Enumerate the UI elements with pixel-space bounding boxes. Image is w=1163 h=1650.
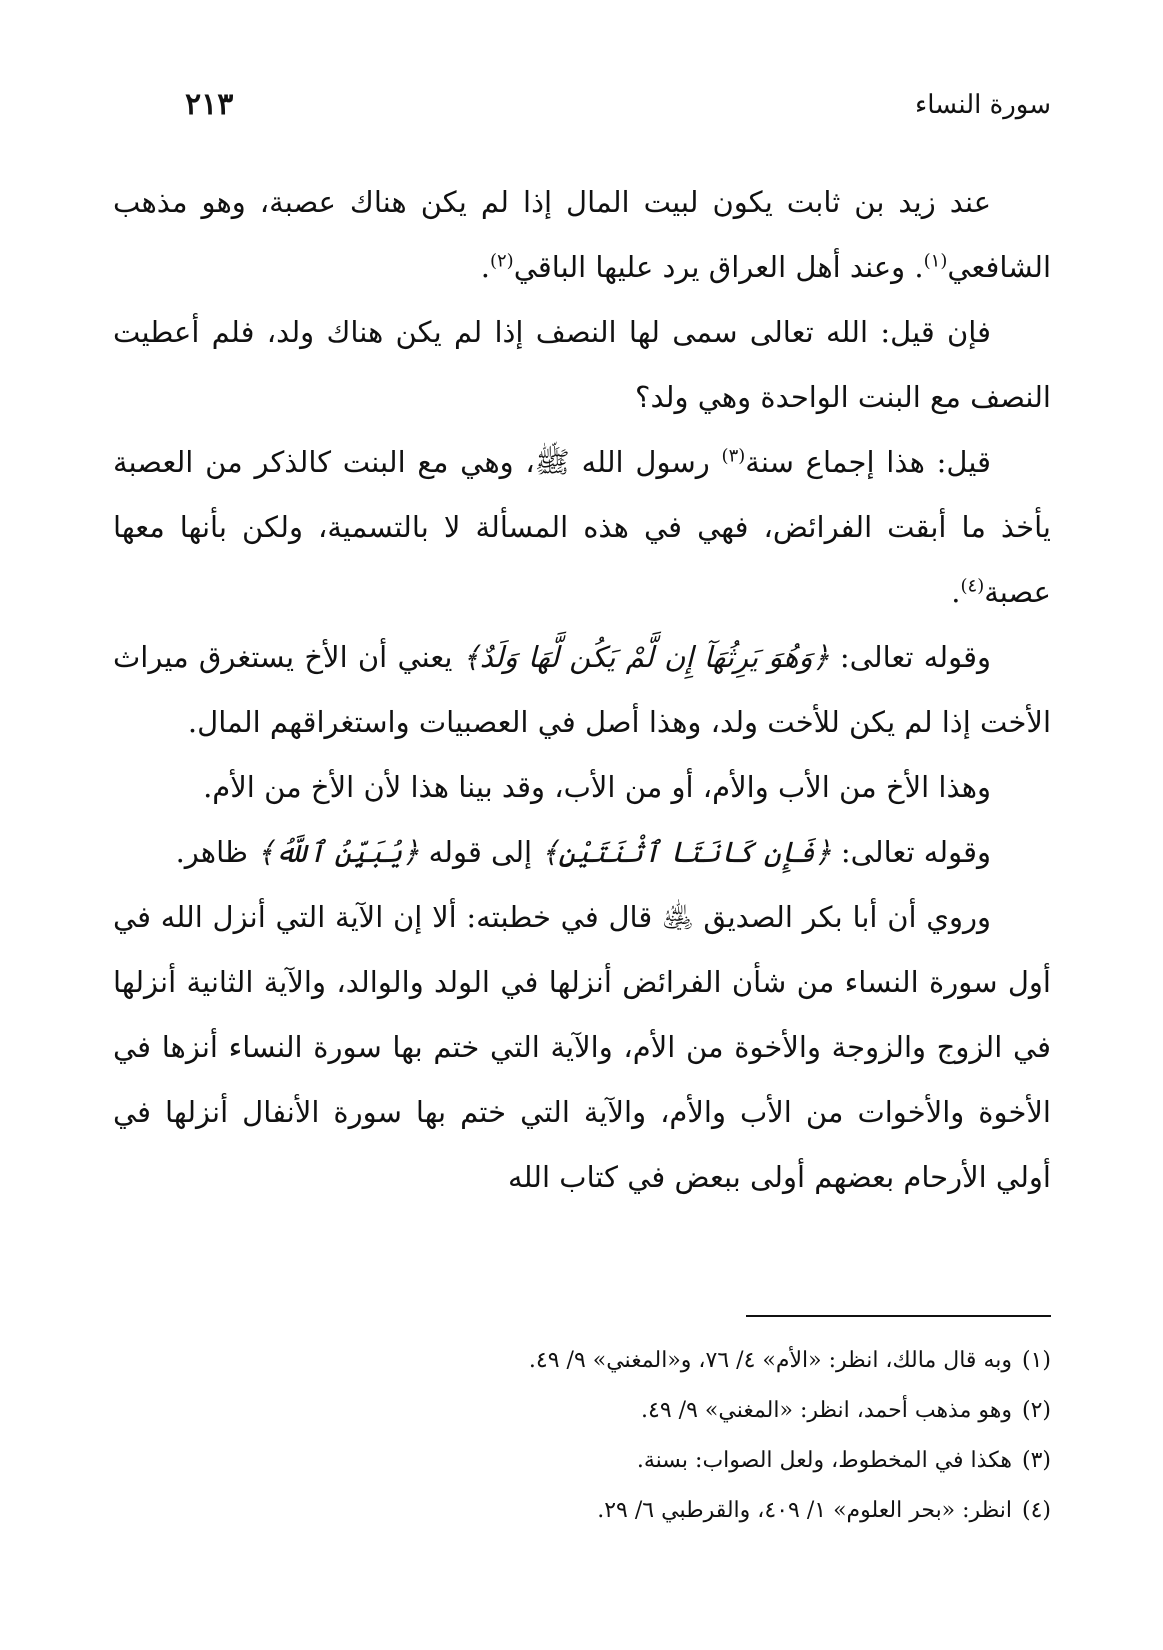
footnote-ref-3[interactable]: (٣) bbox=[721, 445, 746, 467]
footnote-number: (٢) bbox=[1021, 1398, 1051, 1423]
footnote-number: (١) bbox=[1021, 1348, 1051, 1373]
footnote-3 bbox=[151, 1436, 1051, 1486]
paragraph-6-text-c: ظاهر. bbox=[175, 835, 258, 869]
footnote-ref-4[interactable]: (٤) bbox=[960, 575, 985, 597]
footnote-text: وبه قال مالك، انظر: «الأم» ٤/ ٧٦، و«المغني» ٩/ ٤٩. bbox=[528, 1348, 1012, 1373]
paragraph-5: وهذا الأخ من الأب والأم، أو من الأب، وقد بينا هذا لأن الأخ من الأم. bbox=[203, 770, 991, 804]
paragraph-3-text-a: قيل: هذا إجماع سنة bbox=[745, 445, 991, 479]
paragraph-4 bbox=[113, 625, 1051, 755]
footnotes bbox=[151, 1336, 1051, 1536]
page-number: ٢١٣ bbox=[185, 87, 234, 122]
paragraph-6-text-a: وقوله تعالى: bbox=[831, 835, 991, 869]
paragraph-3-text-c: . bbox=[951, 575, 961, 609]
footnote-text: انظر: «بحر العلوم» ١/ ٤٠٩، والقرطبي ٦/ ٢٩. bbox=[597, 1498, 1012, 1523]
running-header-title: سورة النساء bbox=[915, 90, 1051, 120]
footnote-2 bbox=[151, 1386, 1051, 1436]
quran-verse-3: ﴿يُبَيِّنُ ٱللَّهُ﴾ bbox=[257, 835, 420, 869]
paragraph-2: فإن قيل: الله تعالى سمى لها النصف إذا لم يكن هناك ولد، فلم أعطيت النصف مع البنت الواحدة وهي ولد؟ bbox=[113, 315, 1051, 414]
paragraph-4-text-b: يعني أن الأخ يستغرق ميراث الأخت إذا لم يكن للأخت ولد، وهذا أصل في العصبيات واستغراقهم المال. bbox=[113, 640, 1051, 739]
footnote-text: هكذا في المخطوط، ولعل الصواب: بسنة. bbox=[636, 1448, 1012, 1473]
paragraph-4-text-a: وقوله تعالى: bbox=[829, 640, 991, 674]
paragraph-6 bbox=[113, 820, 1051, 885]
footnote-number: (٣) bbox=[1021, 1448, 1051, 1473]
footnote-divider bbox=[746, 1315, 1051, 1317]
paragraph-3-text-b: رسول الله ﷺ، وهي مع البنت كالذكر من العصبة يأخذ ما أبقت الفرائض، فهي في هذه المسألة لا بالتسمية، ولكن بأنها معها عصبة bbox=[113, 445, 1051, 609]
quran-verse-1: ﴿وَهُوَ يَرِثُهَآ إِن لَّمْ يَكُن لَّهَا وَلَدٌ﴾ bbox=[462, 640, 830, 674]
quran-verse-2: ﴿فَإِن كَانَتَا ٱثْنَتَيْنِ﴾ bbox=[541, 835, 832, 869]
footnote-number: (٤) bbox=[1021, 1498, 1051, 1523]
footnote-text: وهو مذهب أحمد، انظر: «المغني» ٩/ ٤٩. bbox=[641, 1398, 1012, 1423]
footnote-1 bbox=[151, 1336, 1051, 1386]
paragraph-6-text-b: إلى قوله bbox=[419, 835, 542, 869]
paragraph-1-text-c: . bbox=[480, 250, 490, 284]
paragraph-1-text-b: . وعند أهل العراق يرد عليها الباقي bbox=[513, 250, 924, 284]
footnote-4 bbox=[151, 1486, 1051, 1536]
paragraph-3 bbox=[113, 430, 1051, 625]
paragraph-7: وروي أن أبا بكر الصديق ﵁ قال في خطبته: ألا إن الآية التي أنزل الله في أول سورة النساء من شأن الفرائض أنزلها في الولد والوالد، والآية الثانية أنزلها في الزوج والزوجة والأخوة من الأم، والآية التي ختم بها سورة النساء أنزها في الأخوة والأخوات من الأب والأم، والآية التي ختم بها سورة الأنفال أنزلها في أولي الأرحام بعضهم أولى ببعض في كتاب الله bbox=[113, 900, 1051, 1194]
footnote-ref-2[interactable]: (٢) bbox=[489, 250, 514, 272]
paragraph-1 bbox=[113, 170, 1051, 300]
paragraph-1-text-a: عند زيد بن ثابت يكون لبيت المال إذا لم يكن هناك عصبة، وهو مذهب الشافعي bbox=[113, 185, 1051, 284]
main-text bbox=[113, 170, 1051, 1210]
footnote-ref-1[interactable]: (١) bbox=[923, 250, 948, 272]
